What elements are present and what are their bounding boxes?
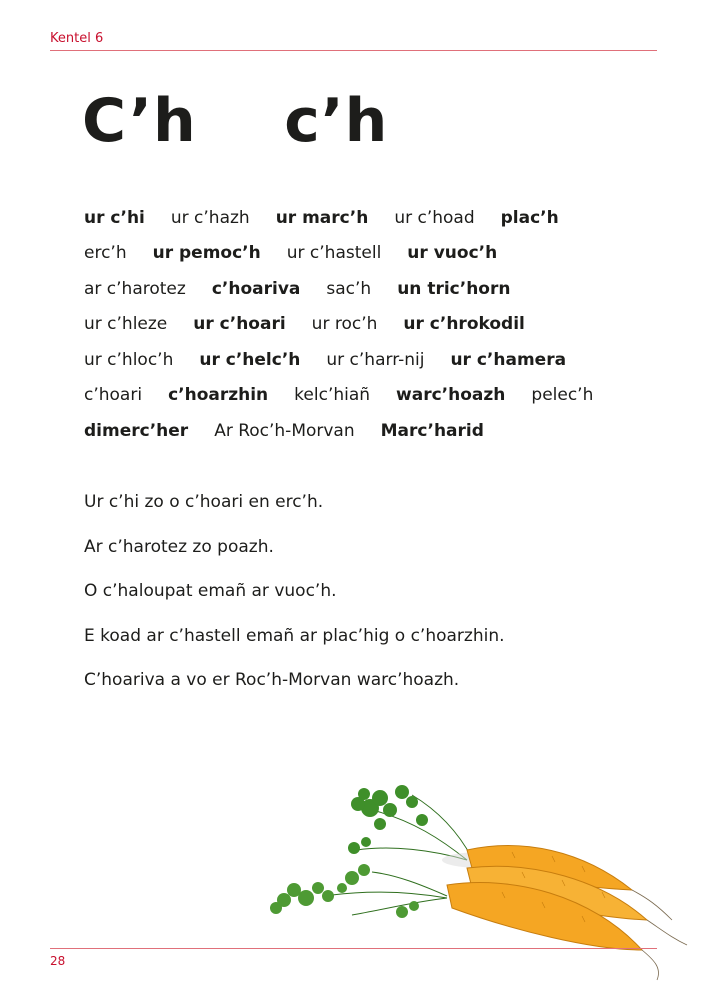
header-rule: [50, 50, 657, 51]
bold-word: Marc’harid: [380, 420, 484, 441]
word: erc’h: [84, 243, 127, 264]
word: ur roc’h: [311, 314, 378, 335]
word-row: [84, 236, 664, 272]
word: ur c’hazh: [170, 207, 250, 228]
bold-word: ur pemoc’h: [152, 243, 261, 264]
word-row: [84, 200, 664, 236]
word-row: [84, 342, 664, 378]
word: ur c’hoad: [394, 207, 475, 228]
word: ar c’harotez: [84, 278, 186, 299]
word-row: [84, 378, 664, 414]
bold-word: warc’hoazh: [396, 385, 506, 406]
word: c’hoari: [84, 385, 143, 406]
bold-word: ur marc’h: [275, 207, 369, 228]
word-row: [84, 271, 664, 307]
word: ur c’hleze: [84, 314, 168, 335]
bold-word: ur vuoc’h: [407, 243, 498, 264]
sentence-list: [84, 487, 664, 710]
word-row: [84, 413, 664, 449]
word: ur c’hloc’h: [84, 349, 174, 370]
bold-word: un tric’horn: [397, 278, 511, 299]
carrots-illustration: [262, 780, 702, 985]
bold-word: ur c’hi: [84, 207, 145, 228]
sentence: Ur c’hi zo o c’hoari en erc’h.: [84, 492, 324, 512]
word: kelc’hiañ: [294, 385, 371, 406]
sentence: C’hoariva a vo er Roc’h-Morvan warc’hoazh.: [84, 670, 460, 690]
word-row: [84, 307, 664, 343]
word: pelec’h: [531, 385, 594, 406]
sentence: Ar c’harotez zo poazh.: [84, 536, 274, 557]
word: Ar Roc’h-Morvan: [214, 420, 355, 441]
sentence: E koad ar c’hastell emañ ar plac’hig o c’hoarzhin.: [84, 625, 505, 646]
sentence: O c’haloupat emañ ar vuoc’h.: [84, 581, 337, 601]
bold-word: dimerc’her: [84, 420, 189, 441]
bold-word: c’hoarzhin: [168, 385, 269, 406]
page-title: C’h c’h: [82, 86, 389, 156]
page-number: 28: [50, 954, 66, 968]
bold-word: ur c’hoari: [193, 314, 286, 335]
word: sac’h: [326, 278, 372, 299]
bold-word: ur c’hrokodil: [403, 314, 525, 335]
word: ur c’harr-nij: [326, 349, 425, 370]
word-list: [84, 200, 664, 449]
bold-word: c’hoariva: [211, 278, 301, 299]
bold-word: plac’h: [500, 207, 559, 228]
bold-word: ur c’hamera: [450, 349, 567, 370]
bold-word: ur c’helc’h: [199, 349, 301, 370]
word: ur c’hastell: [286, 243, 382, 264]
footer-rule: [50, 948, 657, 949]
lesson-label: Kentel 6: [50, 31, 104, 46]
